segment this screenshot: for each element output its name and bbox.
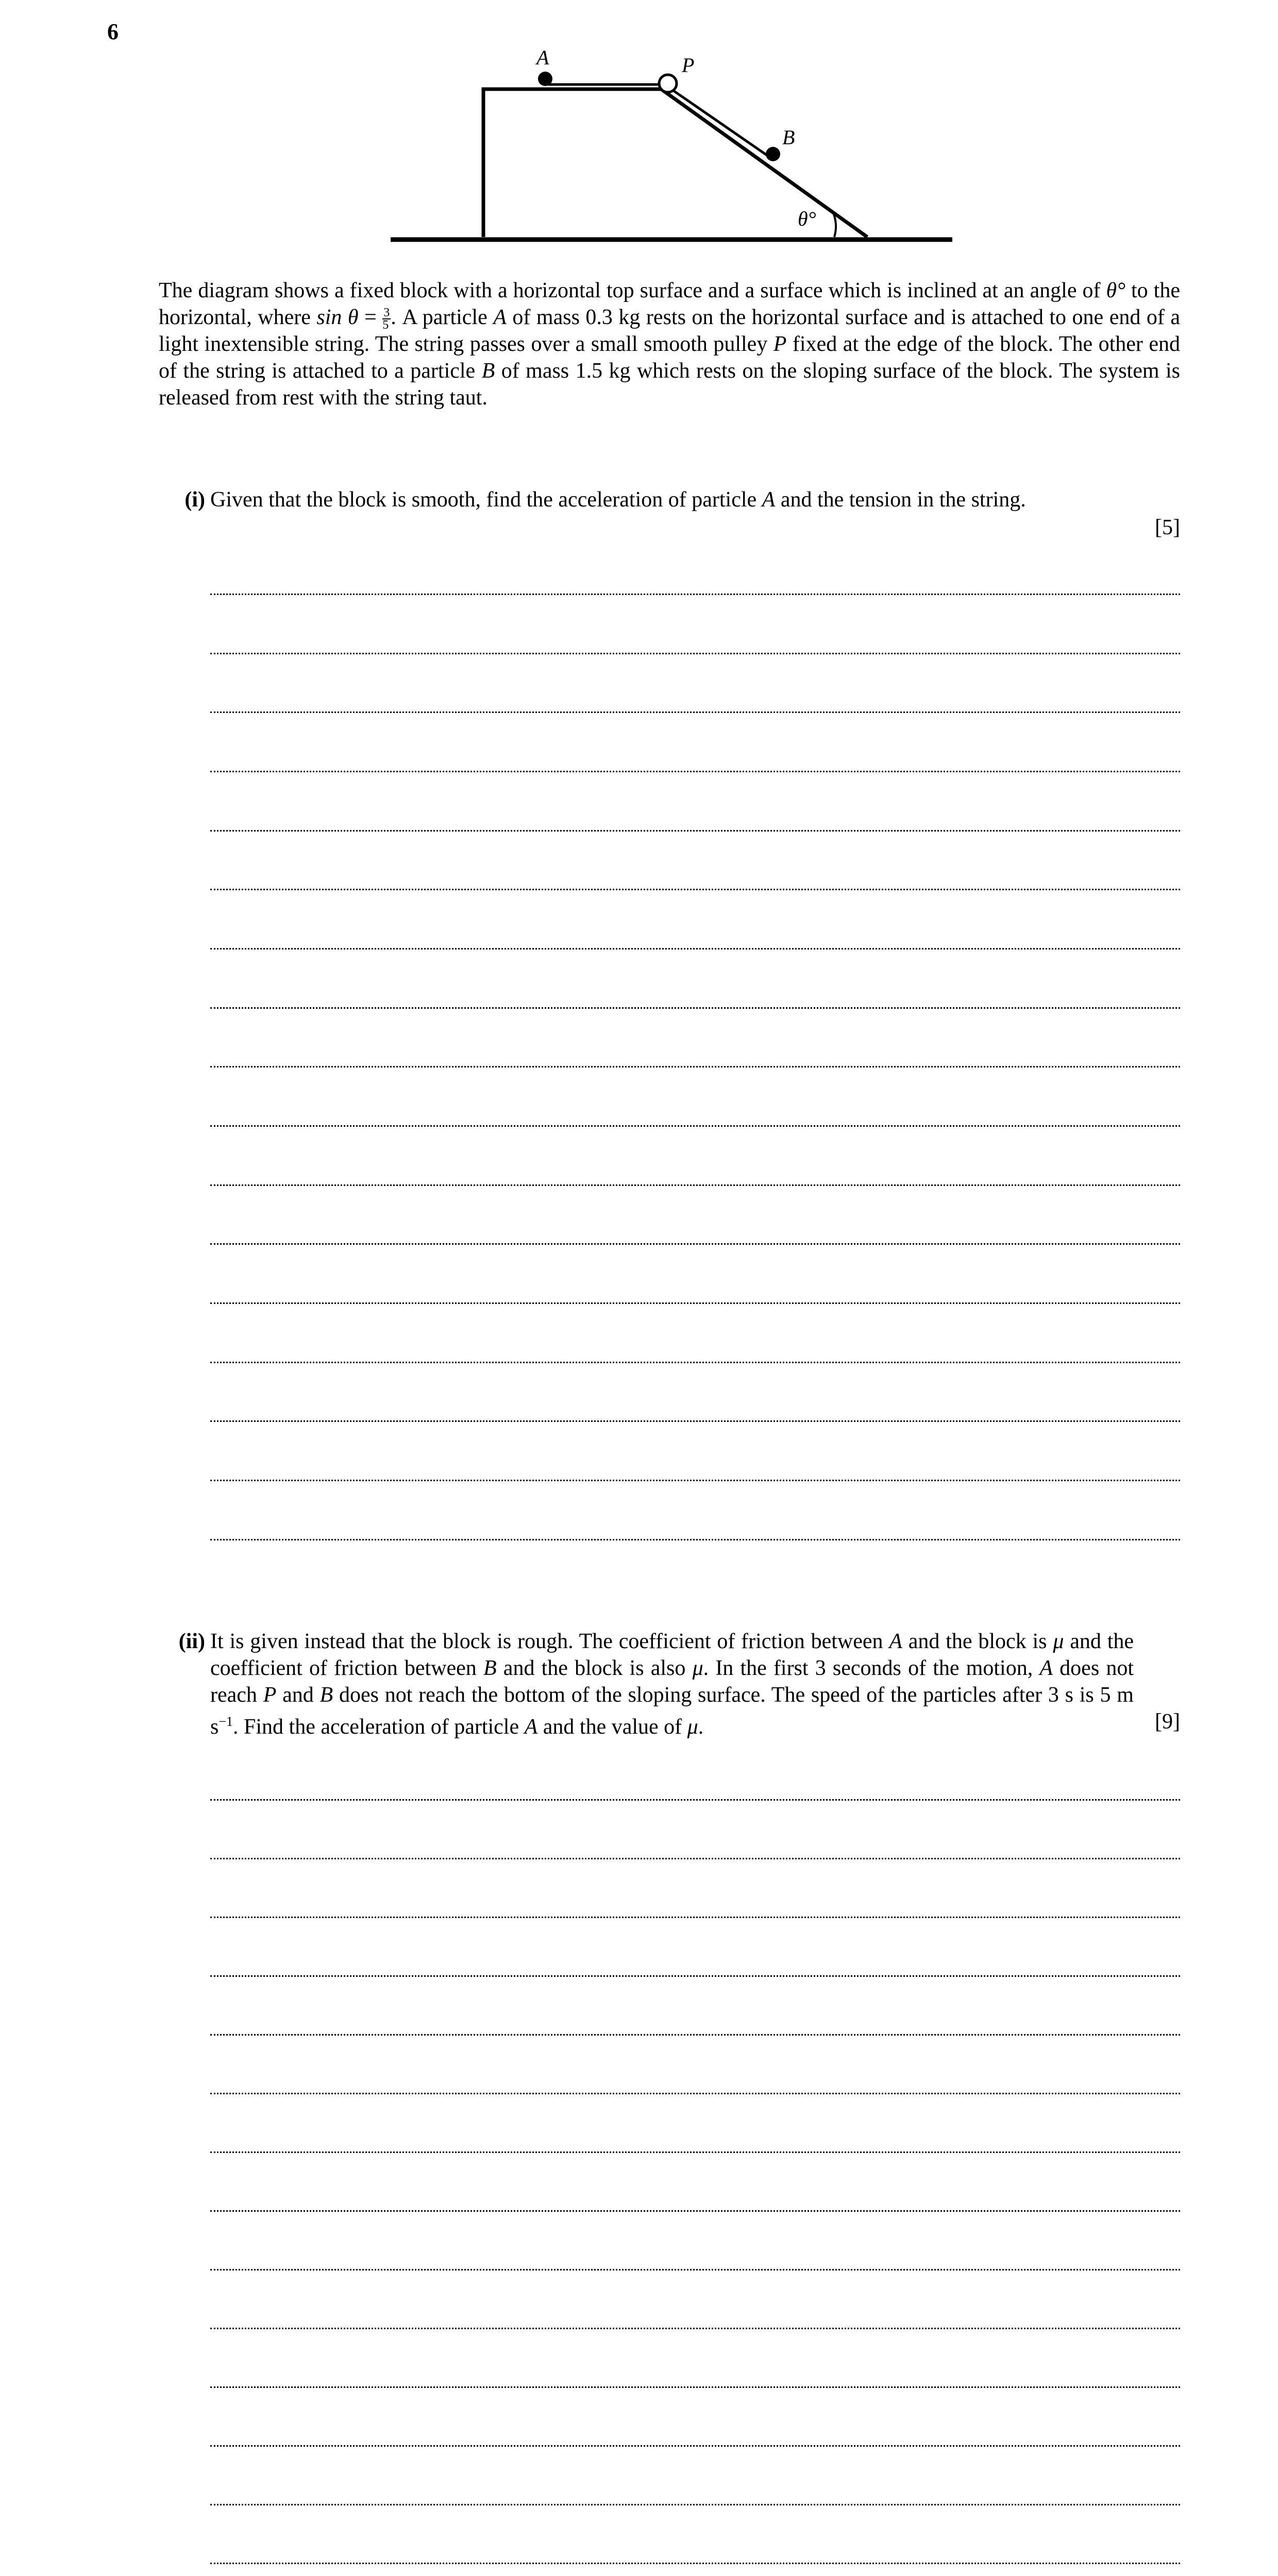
particle-a-dot bbox=[538, 72, 552, 86]
part-ii-label: (ii) bbox=[178, 1630, 205, 1653]
answer-line[interactable] bbox=[210, 2563, 1180, 2564]
answer-line[interactable] bbox=[210, 1539, 1180, 1540]
answer-line[interactable] bbox=[210, 653, 1180, 654]
answer-line[interactable] bbox=[210, 2093, 1180, 2094]
answer-line[interactable] bbox=[210, 889, 1180, 890]
part-ii-text: It is given instead that the block is rough. The coefficient of friction between A and the block is μ and the coefficient of friction between B and the block is also μ. In the first 3 seconds of the motion, A does not reach P and B does not reach the bottom of the sloping surface. The speed of the particles after 3 s is 5 m $s^{-1}$. Find the acceleration of particle A and the value of μ. bbox=[210, 1630, 1134, 1739]
particle-b-dot bbox=[766, 147, 780, 161]
part-i-marks: [5] bbox=[1155, 516, 1180, 539]
answer-line[interactable] bbox=[210, 1243, 1180, 1245]
question-part-ii bbox=[159, 1628, 1180, 1740]
question-intro: The diagram shows a fixed block with a horizontal top surface and a surface which is inclined at an angle of θ° to the horizontal, where sin θ = $\frac{3}{5}$ . A particle A of mass 0.3 kg rests on the horizontal surface and is attached to one end of a light inextensible string. The string passes over a small smooth pulley P fixed at the edge of the block. The other end of the string is attached to a particle B of mass 1.5 kg which rests on the sloping surface of the block. The system is released from rest with the string taut. bbox=[159, 279, 1180, 410]
answer-line[interactable] bbox=[210, 2328, 1180, 2329]
string-slope bbox=[670, 89, 772, 159]
answer-line[interactable] bbox=[210, 1066, 1180, 1067]
label-theta: θ° bbox=[798, 207, 816, 230]
fraction-three-fifths: $\frac{3}{5}$ bbox=[382, 306, 390, 332]
answer-line[interactable] bbox=[210, 2269, 1180, 2270]
answer-line[interactable] bbox=[210, 1125, 1180, 1127]
answer-line[interactable] bbox=[210, 2504, 1180, 2505]
answer-line[interactable] bbox=[210, 1480, 1180, 1481]
answer-line[interactable] bbox=[210, 1420, 1180, 1422]
pulley-p-circle bbox=[659, 75, 677, 92]
answer-line[interactable] bbox=[210, 1917, 1180, 1918]
question-part-i bbox=[159, 486, 1180, 539]
answer-line[interactable] bbox=[210, 2210, 1180, 2212]
label-p: P bbox=[682, 54, 695, 77]
answer-line[interactable] bbox=[210, 594, 1180, 595]
part-i-label: (i) bbox=[184, 488, 205, 512]
answer-line[interactable] bbox=[210, 830, 1180, 832]
answer-line[interactable] bbox=[210, 1362, 1180, 1363]
answer-line[interactable] bbox=[210, 2445, 1180, 2447]
answer-line[interactable] bbox=[210, 771, 1180, 772]
part-ii-marks: [9] bbox=[1155, 1710, 1180, 1734]
answer-line[interactable] bbox=[210, 1858, 1180, 1859]
label-a: A bbox=[536, 46, 549, 69]
answer-line[interactable] bbox=[210, 1184, 1180, 1186]
page-number: 6 bbox=[107, 19, 119, 44]
part-i-text: Given that the block is smooth, find the acceleration of particle A and the tension in the string. bbox=[210, 488, 1026, 512]
answer-line[interactable] bbox=[210, 1302, 1180, 1304]
answer-line[interactable] bbox=[210, 948, 1180, 950]
label-b: B bbox=[782, 126, 795, 149]
answer-line[interactable] bbox=[210, 2034, 1180, 2036]
answer-line[interactable] bbox=[210, 2386, 1180, 2388]
answer-line[interactable] bbox=[210, 711, 1180, 713]
answer-line[interactable] bbox=[210, 1007, 1180, 1009]
answer-line[interactable] bbox=[210, 1799, 1180, 1801]
answer-line[interactable] bbox=[210, 1975, 1180, 1977]
pulley-block-diagram bbox=[385, 41, 952, 247]
answer-line[interactable] bbox=[210, 2151, 1180, 2153]
